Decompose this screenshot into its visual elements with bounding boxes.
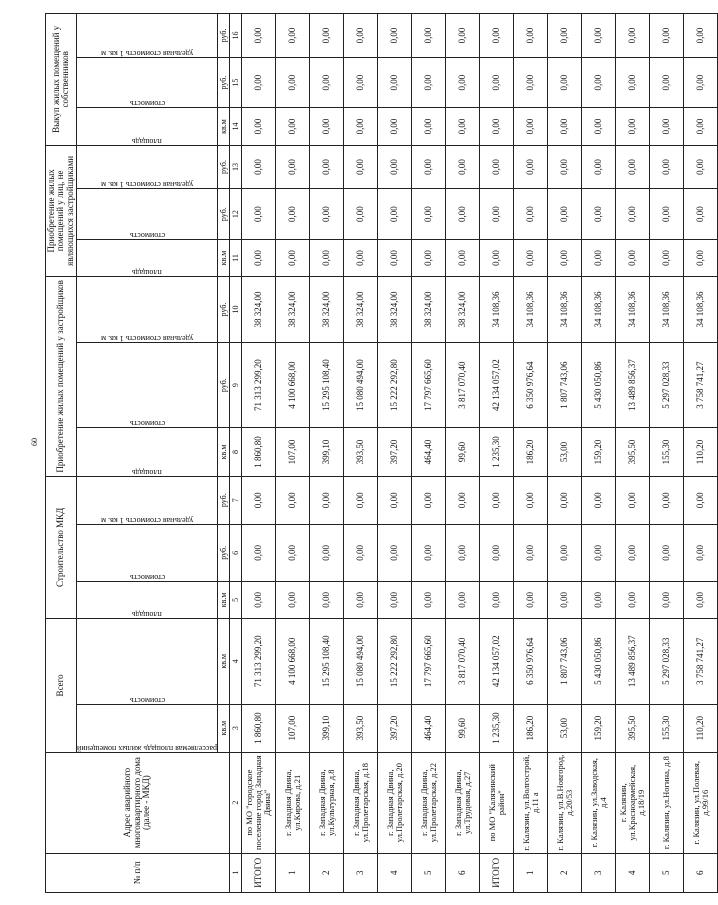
value-cell: 0,00 xyxy=(344,108,378,145)
unit-sqm: кв.м xyxy=(218,428,230,476)
header-area-considered: расселяемая площадь жилых помещений xyxy=(77,704,218,752)
value-cell: 38 324,00 xyxy=(378,277,412,343)
value-cell: 0,00 xyxy=(242,239,276,276)
col-number: 4 xyxy=(230,619,242,704)
value-cell: 0,00 xyxy=(412,108,446,145)
value-cell: 0,00 xyxy=(310,189,344,239)
value-cell: 0,00 xyxy=(582,524,616,581)
value-cell: 4 100 668,00 xyxy=(276,342,310,427)
header-num: № п/п xyxy=(46,853,230,892)
address-cell: г. Западная Двина, ул.Пролетарская, д.22 xyxy=(412,752,446,853)
value-cell: 155,30 xyxy=(650,704,684,752)
table-row xyxy=(582,14,616,893)
value-cell: 0,00 xyxy=(242,581,276,618)
value-cell: 0,00 xyxy=(548,108,582,145)
table-row xyxy=(344,14,378,893)
value-cell: 0,00 xyxy=(310,14,344,58)
value-cell: 0,00 xyxy=(650,108,684,145)
value-cell: 0,00 xyxy=(548,524,582,581)
col-number: 3 xyxy=(230,704,242,752)
header-area: площадь xyxy=(77,428,218,476)
value-cell: 0,00 xyxy=(480,14,514,58)
value-cell: 0,00 xyxy=(276,581,310,618)
row-number-cell: 1 xyxy=(276,853,310,892)
table-body xyxy=(242,14,718,893)
value-cell: 0,00 xyxy=(616,108,650,145)
value-cell: 71 313 299,20 xyxy=(242,619,276,704)
header-total: Всего xyxy=(46,619,77,753)
row-number-cell: 4 xyxy=(616,853,650,892)
value-cell: 0,00 xyxy=(276,476,310,524)
value-cell: 0,00 xyxy=(514,145,548,189)
col-number: 2 xyxy=(230,752,242,853)
value-cell: 99,60 xyxy=(446,428,480,476)
value-cell: 53,00 xyxy=(548,704,582,752)
value-cell: 0,00 xyxy=(310,57,344,107)
value-cell: 0,00 xyxy=(276,14,310,58)
value-cell: 0,00 xyxy=(344,57,378,107)
value-cell: 34 108,36 xyxy=(582,277,616,343)
value-cell: 0,00 xyxy=(378,108,412,145)
value-cell: 110,20 xyxy=(684,428,718,476)
value-cell: 6 350 976,64 xyxy=(514,342,548,427)
unit-sqm: кв.м xyxy=(218,704,230,752)
table-row xyxy=(616,14,650,893)
unit-rub: руб. xyxy=(218,145,230,189)
header-unit-cost: удельная стоимость 1 кв. м xyxy=(77,145,218,189)
value-cell: 0,00 xyxy=(276,145,310,189)
value-cell: 0,00 xyxy=(650,145,684,189)
row-number-cell: 2 xyxy=(310,853,344,892)
value-cell: 0,00 xyxy=(378,57,412,107)
value-cell: 5 430 050,86 xyxy=(582,342,616,427)
value-cell: 0,00 xyxy=(276,239,310,276)
header-unit-cost: удельная стоимость 1 кв. м xyxy=(77,476,218,524)
header-cost: стоимость xyxy=(77,524,218,581)
table-row xyxy=(650,14,684,893)
value-cell: 0,00 xyxy=(276,57,310,107)
unit-rub: руб. xyxy=(218,524,230,581)
value-cell: 0,00 xyxy=(480,189,514,239)
value-cell: 0,00 xyxy=(378,476,412,524)
value-cell: 0,00 xyxy=(446,581,480,618)
value-cell: 5 297 028,33 xyxy=(650,342,684,427)
value-cell: 107,00 xyxy=(276,704,310,752)
value-cell: 0,00 xyxy=(480,145,514,189)
value-cell: 34 108,36 xyxy=(616,277,650,343)
value-cell: 0,00 xyxy=(684,524,718,581)
value-cell: 0,00 xyxy=(582,189,616,239)
value-cell: 0,00 xyxy=(276,108,310,145)
value-cell: 0,00 xyxy=(446,524,480,581)
value-cell: 0,00 xyxy=(344,524,378,581)
value-cell: 13 489 856,37 xyxy=(616,619,650,704)
value-cell: 0,00 xyxy=(412,524,446,581)
row-number-cell: 3 xyxy=(582,853,616,892)
value-cell: 6 350 976,64 xyxy=(514,619,548,704)
value-cell: 0,00 xyxy=(378,524,412,581)
value-cell: 0,00 xyxy=(514,476,548,524)
value-cell: 0,00 xyxy=(412,145,446,189)
value-cell: 464,40 xyxy=(412,704,446,752)
value-cell: 186,20 xyxy=(514,704,548,752)
header-cost: стоимость xyxy=(77,189,218,239)
value-cell: 38 324,00 xyxy=(344,277,378,343)
address-cell: г. Западная Двина, ул.Трудовая, д.27 xyxy=(446,752,480,853)
value-cell: 34 108,36 xyxy=(684,277,718,343)
address-cell: г. Калязин, ул.В.Новгород, д.20/53 xyxy=(548,752,582,853)
value-cell: 0,00 xyxy=(344,581,378,618)
value-cell: 0,00 xyxy=(446,57,480,107)
resettlement-table xyxy=(45,13,718,893)
value-cell: 0,00 xyxy=(582,108,616,145)
value-cell: 0,00 xyxy=(582,476,616,524)
col-number: 1 xyxy=(230,853,242,892)
row-number-cell: 1 xyxy=(514,853,548,892)
value-cell: 0,00 xyxy=(684,476,718,524)
table-row xyxy=(514,14,548,893)
page-number: 60 xyxy=(30,438,39,446)
value-cell: 0,00 xyxy=(446,145,480,189)
value-cell: 0,00 xyxy=(616,57,650,107)
value-cell: 0,00 xyxy=(548,14,582,58)
value-cell: 15 080 494,00 xyxy=(344,619,378,704)
value-cell: 4 100 668,00 xyxy=(276,619,310,704)
value-cell: 0,00 xyxy=(378,189,412,239)
row-number-cell: 5 xyxy=(650,853,684,892)
address-cell: г. Калязин, ул.Волгострой, д.11 а xyxy=(514,752,548,853)
value-cell: 155,30 xyxy=(650,428,684,476)
value-cell: 393,50 xyxy=(344,428,378,476)
value-cell: 15 295 108,40 xyxy=(310,619,344,704)
row-number-cell: ИТОГО xyxy=(242,853,276,892)
col-number: 14 xyxy=(230,108,242,145)
value-cell: 0,00 xyxy=(242,189,276,239)
value-cell: 0,00 xyxy=(480,524,514,581)
unit-rub: руб. xyxy=(218,189,230,239)
value-cell: 0,00 xyxy=(684,581,718,618)
header-cost: стоимость xyxy=(77,57,218,107)
value-cell: 0,00 xyxy=(548,145,582,189)
value-cell: 0,00 xyxy=(378,145,412,189)
address-cell: г. Западная Двина, ул.Кирова, д.21 xyxy=(276,752,310,853)
header-buyout: Выкуп жилых помещений у собственников xyxy=(46,14,77,146)
table-row xyxy=(276,14,310,893)
value-cell: 0,00 xyxy=(650,14,684,58)
value-cell: 0,00 xyxy=(446,189,480,239)
value-cell: 38 324,00 xyxy=(242,277,276,343)
value-cell: 17 797 665,60 xyxy=(412,342,446,427)
header-cost: стоимость xyxy=(77,342,218,427)
value-cell: 0,00 xyxy=(242,57,276,107)
value-cell: 0,00 xyxy=(310,239,344,276)
value-cell: 110,20 xyxy=(684,704,718,752)
value-cell: 0,00 xyxy=(514,189,548,239)
value-cell: 0,00 xyxy=(684,145,718,189)
unit-rub: руб. xyxy=(218,476,230,524)
address-cell: г. Калязин, ул.Ногина, д.8 xyxy=(650,752,684,853)
value-cell: 0,00 xyxy=(446,476,480,524)
header-acquire-nondev: Приобретение жилых помещений у лиц, не являющихся застройщиками xyxy=(46,145,77,277)
value-cell: 0,00 xyxy=(242,476,276,524)
value-cell: 0,00 xyxy=(616,476,650,524)
value-cell: 0,00 xyxy=(446,239,480,276)
value-cell: 0,00 xyxy=(412,476,446,524)
value-cell: 0,00 xyxy=(310,524,344,581)
value-cell: 0,00 xyxy=(480,581,514,618)
address-cell: г. Калязин, ул.Полевая, д.99/16 xyxy=(684,752,718,853)
col-number: 16 xyxy=(230,14,242,58)
value-cell: 399,10 xyxy=(310,704,344,752)
address-cell: г. Калязин, ул.Заводская, д.4 xyxy=(582,752,616,853)
value-cell: 107,00 xyxy=(276,428,310,476)
unit-rub: руб. xyxy=(218,57,230,107)
value-cell: 0,00 xyxy=(412,57,446,107)
value-cell: 0,00 xyxy=(514,14,548,58)
value-cell: 0,00 xyxy=(310,581,344,618)
value-cell: 17 797 665,60 xyxy=(412,619,446,704)
header-unit-cost: удельная стоимость 1 кв. м xyxy=(77,14,218,58)
value-cell: 0,00 xyxy=(616,14,650,58)
value-cell: 0,00 xyxy=(344,189,378,239)
value-cell: 397,20 xyxy=(378,704,412,752)
rotated-page xyxy=(45,13,710,893)
value-cell: 395,50 xyxy=(616,428,650,476)
table-row xyxy=(242,14,276,893)
value-cell: 99,60 xyxy=(446,704,480,752)
table-row xyxy=(378,14,412,893)
col-number: 5 xyxy=(230,581,242,618)
address-cell: г. Калязин, ул.Красноармейская, д.18/19 xyxy=(616,752,650,853)
value-cell: 53,00 xyxy=(548,428,582,476)
value-cell: 0,00 xyxy=(582,14,616,58)
value-cell: 159,20 xyxy=(582,428,616,476)
value-cell: 42 134 057,02 xyxy=(480,342,514,427)
col-number: 8 xyxy=(230,428,242,476)
value-cell: 0,00 xyxy=(412,581,446,618)
value-cell: 5 297 028,33 xyxy=(650,619,684,704)
unit-rub: руб. xyxy=(218,14,230,58)
header-area: площадь xyxy=(77,581,218,618)
table-row xyxy=(684,14,718,893)
header-address: Адрес аварийного многоквартирного дома (далее - МКД) xyxy=(46,752,230,853)
col-number: 10 xyxy=(230,277,242,343)
value-cell: 0,00 xyxy=(412,239,446,276)
value-cell: 0,00 xyxy=(684,57,718,107)
row-number-cell: ИТОГО xyxy=(480,853,514,892)
value-cell: 0,00 xyxy=(548,189,582,239)
value-cell: 3 758 741,27 xyxy=(684,619,718,704)
row-number-cell: 3 xyxy=(344,853,378,892)
value-cell: 34 108,36 xyxy=(548,277,582,343)
value-cell: 0,00 xyxy=(582,145,616,189)
col-number: 12 xyxy=(230,189,242,239)
value-cell: 0,00 xyxy=(650,524,684,581)
value-cell: 0,00 xyxy=(378,581,412,618)
value-cell: 15 222 292,80 xyxy=(378,342,412,427)
value-cell: 38 324,00 xyxy=(446,277,480,343)
value-cell: 0,00 xyxy=(548,581,582,618)
value-cell: 395,50 xyxy=(616,704,650,752)
value-cell: 0,00 xyxy=(276,524,310,581)
unit-sqm: кв.м xyxy=(218,619,230,704)
value-cell: 1 860,80 xyxy=(242,428,276,476)
value-cell: 15 222 292,80 xyxy=(378,619,412,704)
value-cell: 3 817 070,40 xyxy=(446,342,480,427)
value-cell: 399,10 xyxy=(310,428,344,476)
value-cell: 0,00 xyxy=(514,524,548,581)
table-row xyxy=(310,14,344,893)
value-cell: 0,00 xyxy=(242,14,276,58)
header-area: площадь xyxy=(77,239,218,276)
value-cell: 0,00 xyxy=(548,57,582,107)
value-cell: 0,00 xyxy=(650,476,684,524)
row-number-cell: 2 xyxy=(548,853,582,892)
col-number: 13 xyxy=(230,145,242,189)
col-number: 15 xyxy=(230,57,242,107)
value-cell: 159,20 xyxy=(582,704,616,752)
value-cell: 5 430 050,86 xyxy=(582,619,616,704)
col-number: 11 xyxy=(230,239,242,276)
value-cell: 0,00 xyxy=(684,14,718,58)
value-cell: 393,50 xyxy=(344,704,378,752)
row-number-cell: 5 xyxy=(412,853,446,892)
address-cell: г. Западная Двина, ул.Культурная, д.8 xyxy=(310,752,344,853)
value-cell: 0,00 xyxy=(242,524,276,581)
header-acquire-dev: Приобретение жилых помещений у застройщиков xyxy=(46,277,77,476)
value-cell: 0,00 xyxy=(650,581,684,618)
value-cell: 0,00 xyxy=(480,57,514,107)
value-cell: 38 324,00 xyxy=(412,277,446,343)
col-number: 6 xyxy=(230,524,242,581)
table-row xyxy=(548,14,582,893)
col-number: 7 xyxy=(230,476,242,524)
value-cell: 38 324,00 xyxy=(310,277,344,343)
value-cell: 34 108,36 xyxy=(650,277,684,343)
value-cell: 0,00 xyxy=(616,239,650,276)
header-construction: Строительство МКД xyxy=(46,476,77,618)
value-cell: 0,00 xyxy=(276,189,310,239)
value-cell: 0,00 xyxy=(446,14,480,58)
value-cell: 0,00 xyxy=(616,581,650,618)
value-cell: 34 108,36 xyxy=(514,277,548,343)
value-cell: 0,00 xyxy=(582,239,616,276)
value-cell: 1 860,80 xyxy=(242,704,276,752)
value-cell: 15 295 108,40 xyxy=(310,342,344,427)
header-cost: стоимость xyxy=(77,619,218,704)
value-cell: 0,00 xyxy=(650,57,684,107)
value-cell: 34 108,36 xyxy=(480,277,514,343)
table-row xyxy=(446,14,480,893)
value-cell: 1 235,30 xyxy=(480,704,514,752)
address-cell: г. Западная Двина, ул.Пролетарская, д.20 xyxy=(378,752,412,853)
value-cell: 0,00 xyxy=(480,476,514,524)
row-number-cell: 6 xyxy=(684,853,718,892)
value-cell: 1 807 743,06 xyxy=(548,342,582,427)
address-cell: по МО "городское поселение город Западная Двина" xyxy=(242,752,276,853)
row-number-cell: 6 xyxy=(446,853,480,892)
value-cell: 0,00 xyxy=(684,189,718,239)
value-cell: 15 080 494,00 xyxy=(344,342,378,427)
value-cell: 0,00 xyxy=(582,581,616,618)
value-cell: 0,00 xyxy=(650,239,684,276)
value-cell: 0,00 xyxy=(514,57,548,107)
value-cell: 0,00 xyxy=(650,189,684,239)
address-cell: г. Западная Двина, ул.Пролетарская, д.18 xyxy=(344,752,378,853)
value-cell: 3 758 741,27 xyxy=(684,342,718,427)
value-cell: 0,00 xyxy=(684,239,718,276)
value-cell: 0,00 xyxy=(446,108,480,145)
value-cell: 0,00 xyxy=(684,108,718,145)
value-cell: 0,00 xyxy=(344,145,378,189)
value-cell: 38 324,00 xyxy=(276,277,310,343)
value-cell: 0,00 xyxy=(310,476,344,524)
table-row xyxy=(480,14,514,893)
unit-rub: руб. xyxy=(218,277,230,343)
unit-sqm: кв.м xyxy=(218,108,230,145)
value-cell: 0,00 xyxy=(378,239,412,276)
value-cell: 0,00 xyxy=(582,57,616,107)
value-cell: 0,00 xyxy=(344,239,378,276)
value-cell: 0,00 xyxy=(310,108,344,145)
value-cell: 0,00 xyxy=(344,14,378,58)
value-cell: 0,00 xyxy=(242,145,276,189)
header-area: площадь xyxy=(77,108,218,145)
value-cell: 0,00 xyxy=(514,581,548,618)
value-cell: 0,00 xyxy=(480,108,514,145)
value-cell: 0,00 xyxy=(548,476,582,524)
table-row xyxy=(412,14,446,893)
value-cell: 1 807 743,06 xyxy=(548,619,582,704)
value-cell: 0,00 xyxy=(616,145,650,189)
unit-sqm: кв.м xyxy=(218,239,230,276)
value-cell: 0,00 xyxy=(242,108,276,145)
row-number-cell: 4 xyxy=(378,853,412,892)
unit-sqm: кв.м xyxy=(218,581,230,618)
unit-rub: руб. xyxy=(218,342,230,427)
value-cell: 1 235,30 xyxy=(480,428,514,476)
value-cell: 42 134 057,02 xyxy=(480,619,514,704)
value-cell: 0,00 xyxy=(344,476,378,524)
value-cell: 0,00 xyxy=(514,108,548,145)
value-cell: 3 817 070,40 xyxy=(446,619,480,704)
value-cell: 71 313 299,20 xyxy=(242,342,276,427)
value-cell: 0,00 xyxy=(480,239,514,276)
value-cell: 0,00 xyxy=(616,189,650,239)
header-unit-cost: удельная стоимость 1 кв. м xyxy=(77,277,218,343)
address-cell: по МО "Калязинский район" xyxy=(480,752,514,853)
value-cell: 397,20 xyxy=(378,428,412,476)
value-cell: 0,00 xyxy=(616,524,650,581)
value-cell: 13 489 856,37 xyxy=(616,342,650,427)
value-cell: 0,00 xyxy=(378,14,412,58)
value-cell: 464,40 xyxy=(412,428,446,476)
value-cell: 0,00 xyxy=(412,189,446,239)
value-cell: 0,00 xyxy=(548,239,582,276)
value-cell: 0,00 xyxy=(412,14,446,58)
value-cell: 186,20 xyxy=(514,428,548,476)
value-cell: 0,00 xyxy=(310,145,344,189)
value-cell: 0,00 xyxy=(514,239,548,276)
col-number: 9 xyxy=(230,342,242,427)
